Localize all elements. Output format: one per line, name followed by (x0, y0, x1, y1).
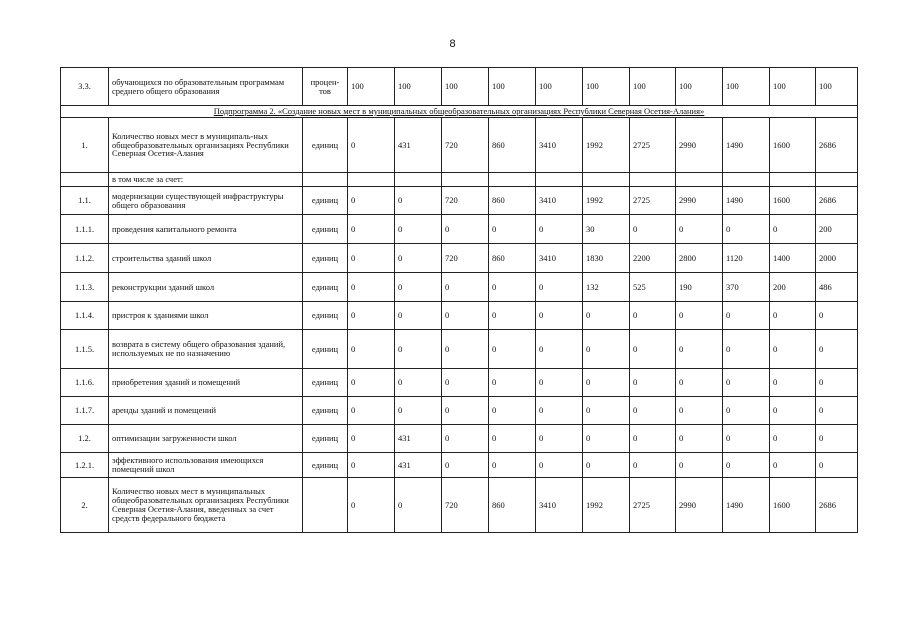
row-value: 3410 (536, 118, 583, 173)
row-unit: единиц (303, 187, 348, 215)
row-value: 0 (536, 453, 583, 478)
row-value: 200 (816, 215, 858, 244)
row-value: 0 (583, 397, 630, 425)
row-value: 1600 (770, 118, 816, 173)
row-value (348, 173, 395, 187)
row-value: 0 (723, 330, 770, 369)
row-value: 0 (489, 330, 536, 369)
row-value: 0 (816, 302, 858, 330)
row-value: 2990 (676, 478, 723, 533)
row-value: 860 (489, 118, 536, 173)
row-description: пристроя к зданиями школ (109, 302, 303, 330)
row-value: 0 (348, 425, 395, 453)
row-value: 100 (348, 68, 395, 106)
row-value (630, 173, 676, 187)
row-value: 0 (395, 478, 442, 533)
row-value: 860 (489, 478, 536, 533)
row-value: 0 (348, 118, 395, 173)
row-value: 200 (770, 273, 816, 302)
subprogram-title: Подпрограмма 2. «Создание новых мест в муниципальных общеобразовательных организациях Республики Северная Осетия-Алания» (61, 106, 858, 118)
row-value: 0 (442, 397, 489, 425)
row-value (770, 173, 816, 187)
row-value: 0 (630, 369, 676, 397)
row-value: 0 (348, 478, 395, 533)
row-value: 0 (348, 453, 395, 478)
row-value: 0 (536, 273, 583, 302)
row-number: 1.2. (61, 425, 109, 453)
row-value: 0 (395, 302, 442, 330)
row-value (395, 173, 442, 187)
row-number: 1. (61, 118, 109, 173)
row-value: 0 (489, 397, 536, 425)
row-value: 0 (630, 425, 676, 453)
row-description: возврата в систему общего образования зданий, используемых не по назначению (109, 330, 303, 369)
table-row (61, 369, 858, 397)
row-value: 0 (583, 330, 630, 369)
row-number: 1.2.1. (61, 453, 109, 478)
row-value: 0 (630, 215, 676, 244)
row-value: 0 (723, 425, 770, 453)
row-value: 0 (536, 369, 583, 397)
row-value: 431 (395, 425, 442, 453)
row-description: обучающихся по образовательным программам среднего общего образования (109, 68, 303, 106)
row-value: 2990 (676, 187, 723, 215)
row-value (489, 173, 536, 187)
row-number: 1.1.7. (61, 397, 109, 425)
row-value: 100 (442, 68, 489, 106)
row-value: 0 (723, 302, 770, 330)
row-unit (303, 173, 348, 187)
row-unit: единиц (303, 397, 348, 425)
row-unit: единиц (303, 425, 348, 453)
row-value (442, 173, 489, 187)
row-value (536, 173, 583, 187)
table-row (61, 302, 858, 330)
row-value: 0 (536, 302, 583, 330)
row-description: строительства зданий школ (109, 244, 303, 273)
row-value: 0 (816, 397, 858, 425)
row-value: 100 (536, 68, 583, 106)
table-row (61, 273, 858, 302)
row-value: 0 (348, 369, 395, 397)
row-value: 2686 (816, 478, 858, 533)
row-value: 0 (536, 397, 583, 425)
row-value: 1490 (723, 187, 770, 215)
row-value: 1490 (723, 478, 770, 533)
row-value: 0 (442, 453, 489, 478)
row-value: 1600 (770, 478, 816, 533)
row-number: 1.1.2. (61, 244, 109, 273)
row-value: 0 (723, 453, 770, 478)
row-value: 486 (816, 273, 858, 302)
row-value: 0 (770, 369, 816, 397)
row-value: 0 (395, 273, 442, 302)
row-value: 0 (489, 425, 536, 453)
row-value: 0 (489, 453, 536, 478)
row-value: 860 (489, 187, 536, 215)
row-value: 0 (630, 397, 676, 425)
row-value (583, 173, 630, 187)
row-value: 100 (583, 68, 630, 106)
row-number: 1.1.3. (61, 273, 109, 302)
row-number: 1.1.5. (61, 330, 109, 369)
table-row (61, 453, 858, 478)
row-value: 1992 (583, 118, 630, 173)
row-number: 1.1.4. (61, 302, 109, 330)
row-value: 0 (442, 369, 489, 397)
row-unit: процен-тов (303, 68, 348, 106)
row-value: 2725 (630, 187, 676, 215)
row-value: 0 (630, 453, 676, 478)
row-value: 0 (676, 425, 723, 453)
row-value: 0 (770, 215, 816, 244)
row-value: 100 (395, 68, 442, 106)
row-value: 0 (816, 425, 858, 453)
row-unit: единиц (303, 453, 348, 478)
row-value: 431 (395, 118, 442, 173)
row-value: 2990 (676, 118, 723, 173)
row-value: 0 (676, 215, 723, 244)
row-value: 0 (348, 397, 395, 425)
row-value: 3410 (536, 244, 583, 273)
row-value: 0 (395, 187, 442, 215)
row-value: 370 (723, 273, 770, 302)
row-value: 0 (395, 369, 442, 397)
page-number: 8 (449, 38, 456, 50)
row-value: 0 (348, 187, 395, 215)
row-description: в том числе за счет: (109, 173, 303, 187)
row-value: 2686 (816, 118, 858, 173)
row-value: 0 (676, 369, 723, 397)
row-value: 0 (770, 330, 816, 369)
row-value: 0 (536, 215, 583, 244)
row-value: 0 (723, 215, 770, 244)
row-unit: единиц (303, 215, 348, 244)
row-value: 0 (348, 273, 395, 302)
row-value: 1992 (583, 478, 630, 533)
row-value: 1992 (583, 187, 630, 215)
row-value: 3410 (536, 187, 583, 215)
row-value: 0 (395, 244, 442, 273)
row-value: 0 (348, 244, 395, 273)
row-value: 0 (630, 330, 676, 369)
row-value: 860 (489, 244, 536, 273)
row-description: Количество новых мест в муниципаль-ных общеобразовательных организациях Республики Северная Осетия-Алания (109, 118, 303, 173)
table-row (61, 330, 858, 369)
row-unit: единиц (303, 369, 348, 397)
row-number: 1.1. (61, 187, 109, 215)
row-value: 100 (676, 68, 723, 106)
row-value: 190 (676, 273, 723, 302)
row-value: 100 (770, 68, 816, 106)
row-value: 132 (583, 273, 630, 302)
row-value: 0 (723, 369, 770, 397)
table-row (61, 187, 858, 215)
row-description: эффективного использования имеющихся помещений школ (109, 453, 303, 478)
row-unit (303, 478, 348, 533)
row-value: 0 (676, 397, 723, 425)
row-value: 0 (583, 369, 630, 397)
row-value: 0 (583, 453, 630, 478)
row-value (676, 173, 723, 187)
row-value: 30 (583, 215, 630, 244)
row-value: 3410 (536, 478, 583, 533)
row-value: 0 (816, 369, 858, 397)
row-value: 0 (676, 302, 723, 330)
row-value: 0 (536, 330, 583, 369)
row-value: 0 (442, 425, 489, 453)
table-row (61, 173, 858, 187)
row-value: 2686 (816, 187, 858, 215)
row-number (61, 173, 109, 187)
row-value: 0 (676, 330, 723, 369)
row-description: аренды зданий и помещений (109, 397, 303, 425)
row-value: 100 (630, 68, 676, 106)
table-row (61, 244, 858, 273)
row-value: 1490 (723, 118, 770, 173)
row-value: 431 (395, 453, 442, 478)
row-value: 0 (536, 425, 583, 453)
row-value: 0 (630, 302, 676, 330)
row-value: 0 (816, 453, 858, 478)
row-value: 0 (442, 273, 489, 302)
row-value: 0 (816, 330, 858, 369)
table-row (61, 215, 858, 244)
row-value: 0 (489, 369, 536, 397)
row-value: 1830 (583, 244, 630, 273)
table-row (61, 397, 858, 425)
table-row (61, 118, 858, 173)
row-description: модернизации существующей инфраструктуры общего образования (109, 187, 303, 215)
row-value: 2200 (630, 244, 676, 273)
row-value: 0 (442, 302, 489, 330)
row-number: 1.1.6. (61, 369, 109, 397)
row-unit: единиц (303, 330, 348, 369)
row-value: 100 (489, 68, 536, 106)
row-value: 720 (442, 118, 489, 173)
table-row (61, 425, 858, 453)
row-value: 0 (489, 215, 536, 244)
row-value: 1400 (770, 244, 816, 273)
row-value: 0 (770, 302, 816, 330)
row-value: 2800 (676, 244, 723, 273)
row-description: приобретения зданий и помещений (109, 369, 303, 397)
row-unit: единиц (303, 302, 348, 330)
table-row (61, 68, 858, 106)
row-value: 720 (442, 478, 489, 533)
indicators-table (60, 67, 858, 533)
row-value: 0 (348, 302, 395, 330)
row-unit: единиц (303, 273, 348, 302)
row-value: 0 (489, 302, 536, 330)
row-number: 2. (61, 478, 109, 533)
row-value: 0 (442, 330, 489, 369)
row-value: 0 (770, 397, 816, 425)
table-row (61, 478, 858, 533)
subprogram-row (61, 106, 858, 118)
row-description: реконструкции зданий школ (109, 273, 303, 302)
row-value: 0 (770, 453, 816, 478)
row-value: 525 (630, 273, 676, 302)
row-description: оптимизации загруженности школ (109, 425, 303, 453)
row-unit: единиц (303, 118, 348, 173)
row-value: 720 (442, 187, 489, 215)
row-value: 0 (348, 330, 395, 369)
row-value: 100 (723, 68, 770, 106)
row-value: 2000 (816, 244, 858, 273)
row-value: 1600 (770, 187, 816, 215)
row-value: 1120 (723, 244, 770, 273)
row-description: проведения капитального ремонта (109, 215, 303, 244)
row-value: 0 (676, 453, 723, 478)
row-value: 0 (770, 425, 816, 453)
row-number: 3.3. (61, 68, 109, 106)
row-value: 0 (723, 397, 770, 425)
row-value: 100 (816, 68, 858, 106)
table-body (61, 68, 858, 533)
row-value: 0 (395, 215, 442, 244)
row-value: 0 (489, 273, 536, 302)
row-value: 0 (348, 215, 395, 244)
row-value: 0 (583, 425, 630, 453)
row-unit: единиц (303, 244, 348, 273)
row-value: 2725 (630, 478, 676, 533)
row-value: 0 (583, 302, 630, 330)
row-value: 0 (442, 215, 489, 244)
row-number: 1.1.1. (61, 215, 109, 244)
row-description: Количество новых мест в муниципальных общеобразовательных организациях Республики Северная Осетия-Алания, введенных за счет средств федерального бюджета (109, 478, 303, 533)
row-value (816, 173, 858, 187)
row-value: 0 (395, 397, 442, 425)
row-value: 2725 (630, 118, 676, 173)
row-value (723, 173, 770, 187)
row-value: 0 (395, 330, 442, 369)
row-value: 720 (442, 244, 489, 273)
